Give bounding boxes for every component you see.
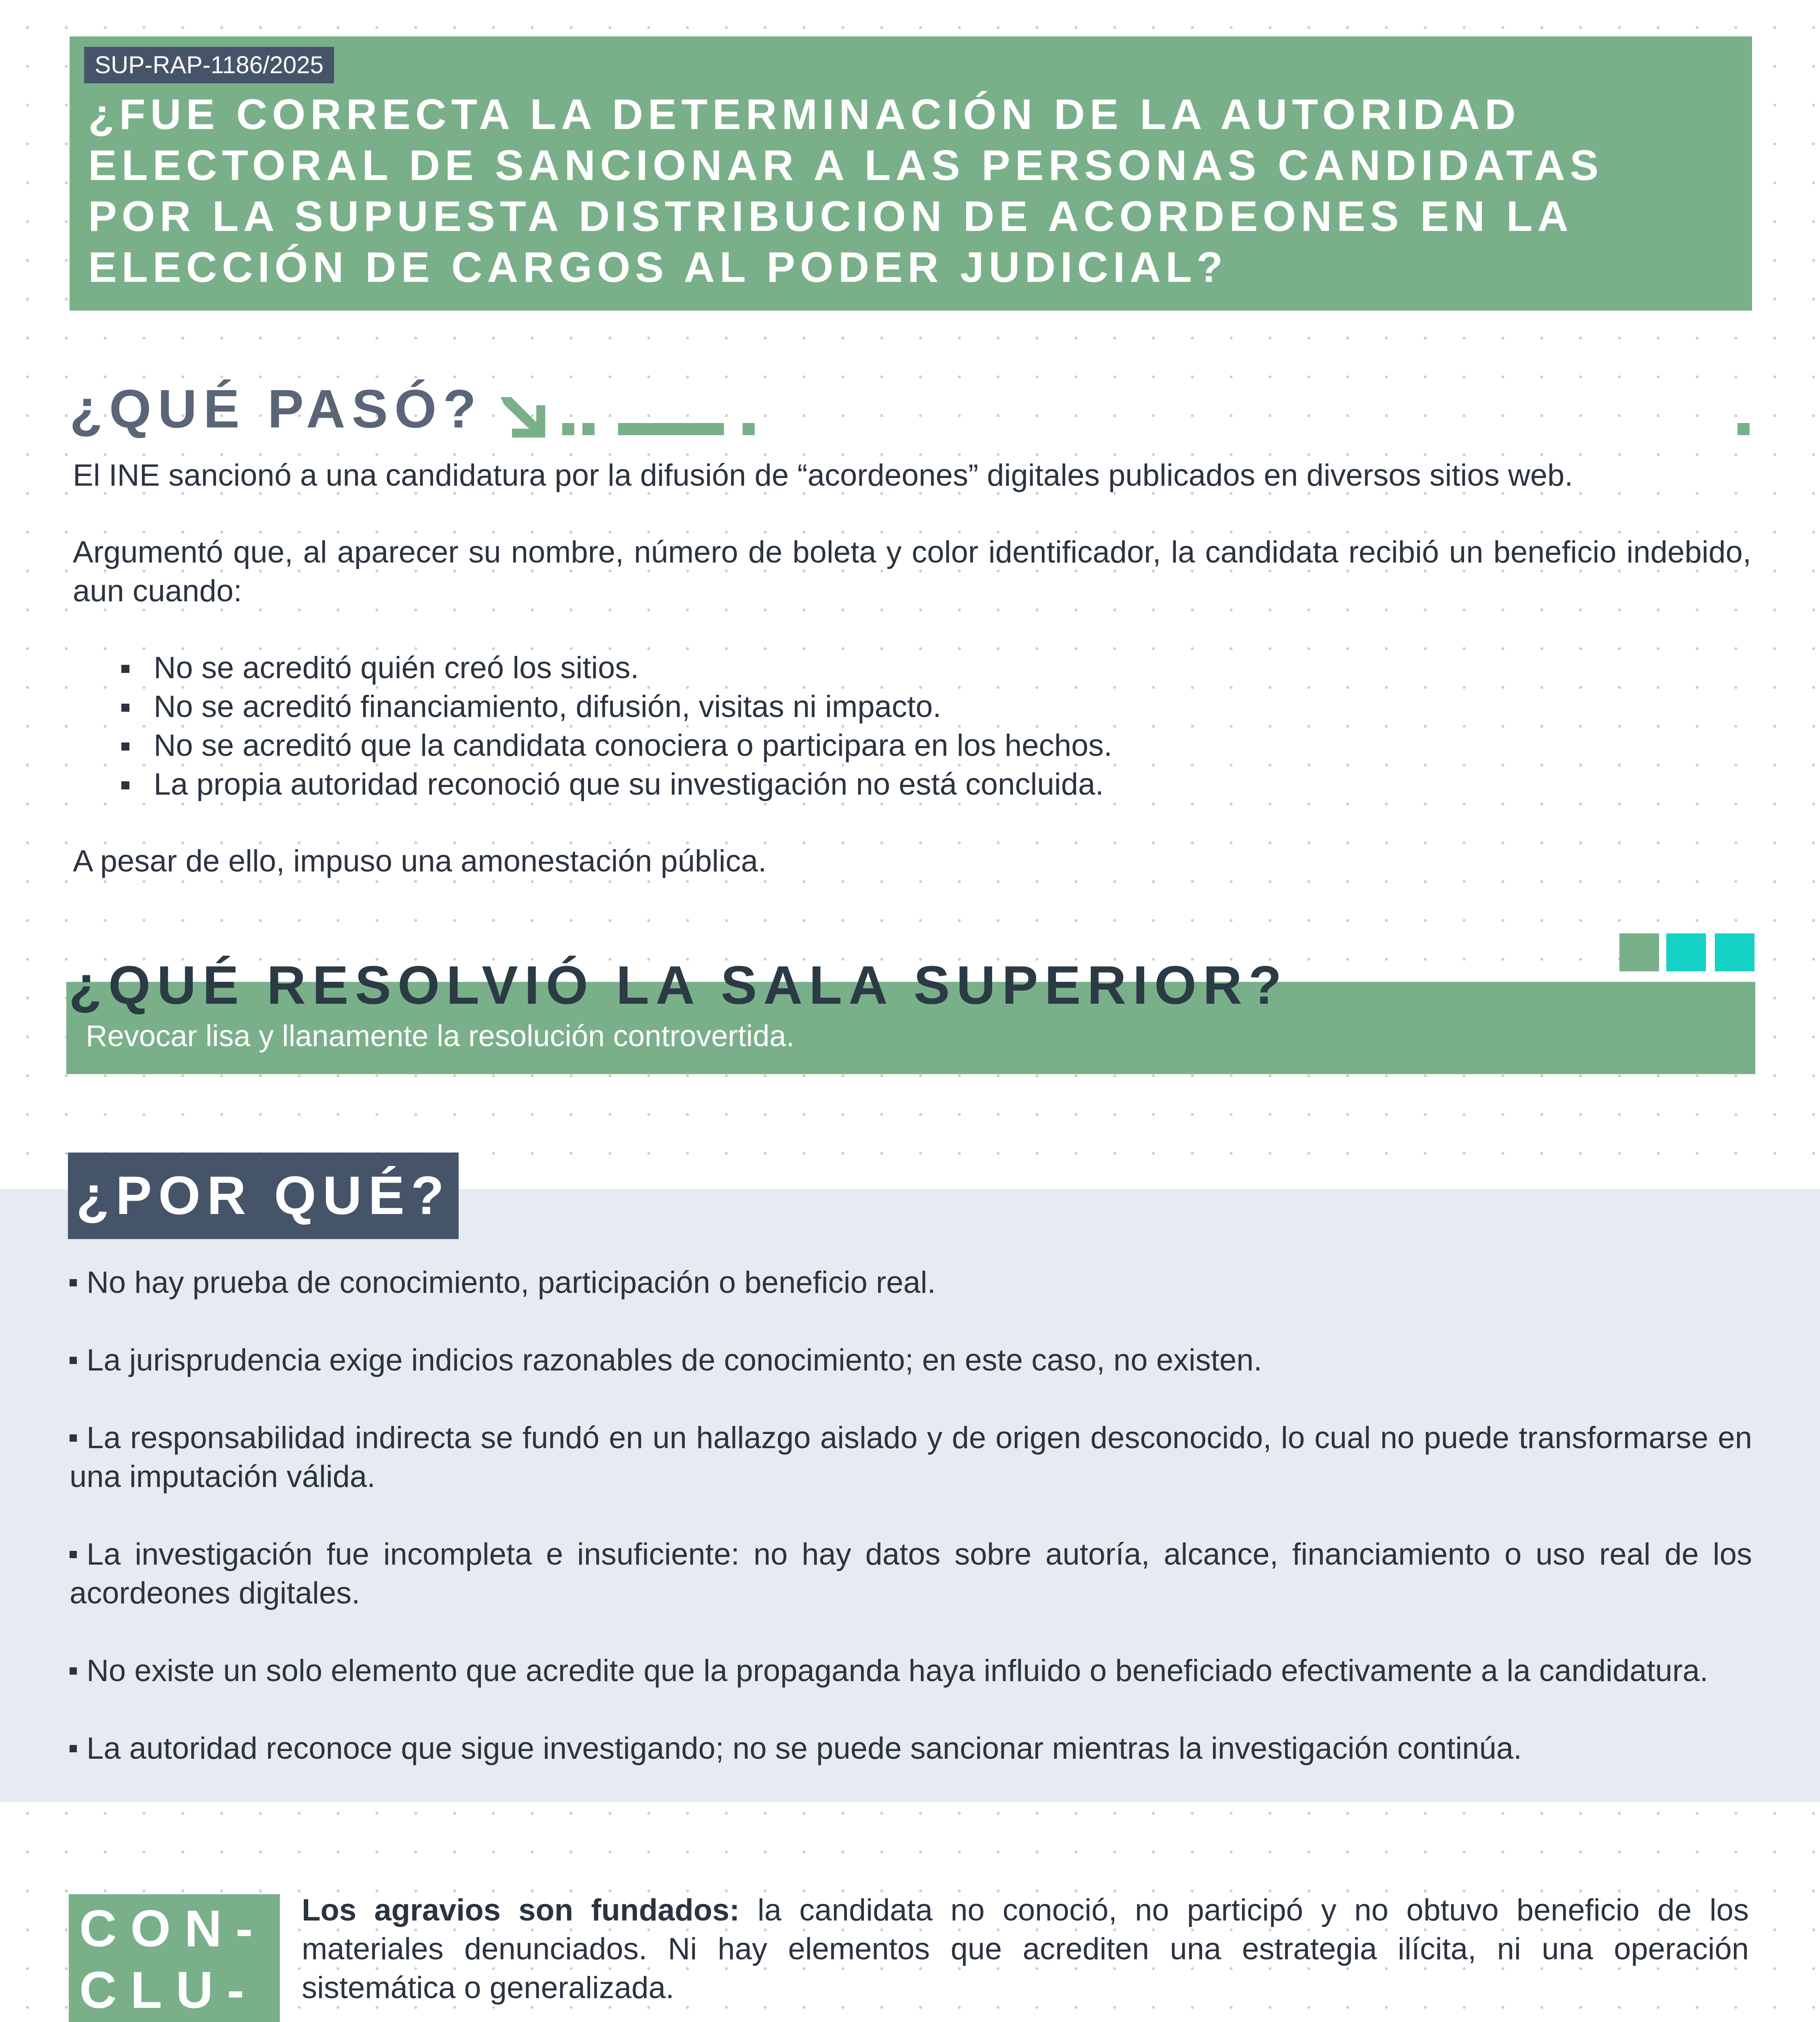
case-number-badge: SUP-RAP-1186/2025 xyxy=(84,47,334,83)
resolution-answer: Revocar lisa y llanamente la resolución controvertida. xyxy=(86,1019,795,1053)
reason-item: La responsabilidad indirecta se fundó en un hallazgo aislado y de origen desconocido, lo cual no puede transformarse en una imputación válida. xyxy=(70,1421,1752,1494)
que-paso-paragraph-3: A pesar de ello, impuso una amonestación pública. xyxy=(73,844,767,878)
decorative-square-teal xyxy=(1715,933,1754,971)
arrow-down-right-icon xyxy=(501,397,545,438)
list-item: La propia autoridad reconoció que su investigación no está concluida. xyxy=(121,765,1699,804)
question-line: ELECTORAL DE SANCIONAR A LAS PERSONAS CANDIDATAS xyxy=(88,142,1604,189)
reason-item: La jurisprudencia exige indicios razonables de conocimiento; en este caso, no existen. xyxy=(70,1341,1752,1380)
question-line: ELECCIÓN DE CARGOS AL PODER JUDICIAL? xyxy=(88,243,1228,291)
section-title-que-paso: ¿QUÉ PASÓ? xyxy=(70,379,483,439)
question-line: ¿FUE CORRECTA LA DETERMINACIÓN DE LA AUTORIDAD xyxy=(88,91,1521,138)
decorative-dot xyxy=(743,423,755,435)
conclusion-label-line: CON- xyxy=(79,1900,267,1958)
que-paso-paragraph-1: El INE sancionó a una candidatura por la difusión de “acordeones” digitales publicados en diversos sitios web. xyxy=(73,458,1573,493)
list-item: No se acreditó quién creó los sitios. xyxy=(121,649,1699,687)
reason-item: No hay prueba de conocimiento, participación o beneficio real. xyxy=(70,1263,1752,1302)
conclusion-text: Los agravios son fundados: la candidata no conoció, no participó y no obtuvo beneficio de los materiales denunciados. Ni hay elementos que acrediten una estrategia ilícita, ni una operación sistemática o generalizada. xyxy=(302,1893,1749,2005)
decorative-square-teal xyxy=(1666,933,1706,971)
list-item: No se acreditó financiamiento, difusión, visitas ni impacto. xyxy=(121,687,1699,726)
conclusion-label-line: CLU- xyxy=(79,1961,258,2019)
decorative-bar xyxy=(618,423,724,435)
section-title-por-que: ¿POR QUÉ? xyxy=(76,1165,451,1226)
decorative-dot xyxy=(582,423,595,435)
decorative-dot xyxy=(562,423,574,435)
que-paso-bullet-list xyxy=(121,649,1699,804)
decorative-square-green xyxy=(1619,933,1659,971)
decorative-dot xyxy=(1737,423,1750,435)
reason-item: No existe un solo elemento que acredite que la propaganda haya influido o beneficiado efectivamente a la candidatura. xyxy=(70,1652,1752,1690)
list-item: No se acreditó que la candidata conociera o participara en los hechos. xyxy=(121,726,1699,765)
que-paso-paragraph-2: Argumentó que, al aparecer su nombre, número de boleta y color identificador, la candidata recibió un beneficio indebido, aun cuando: xyxy=(73,535,1751,608)
reason-item: La autoridad reconoce que sigue investigando; no se puede sancionar mientras la investigación continúa. xyxy=(70,1729,1752,1768)
section-title-resolucion: ¿QUÉ RESOLVIÓ LA SALA SUPERIOR? xyxy=(69,955,1288,1015)
conclusion-lead: Los agravios son fundados: xyxy=(302,1893,740,1927)
main-question xyxy=(88,89,1738,293)
question-line: POR LA SUPUESTA DISTRIBUCION DE ACORDEONES EN LA xyxy=(88,192,1573,240)
reason-item: La investigación fue incompleta e insuficiente: no hay datos sobre autoría, alcance, financiamiento o uso real de los acordeones digitales. xyxy=(70,1537,1752,1610)
